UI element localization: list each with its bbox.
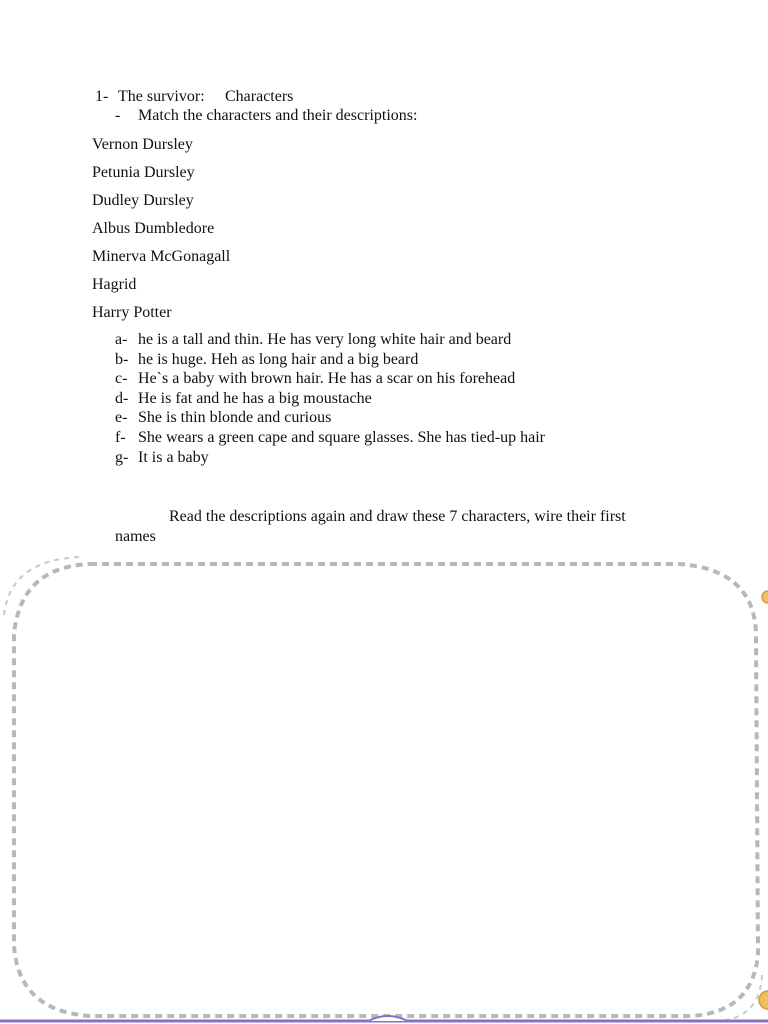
character-item: Petunia Dursley: [92, 164, 195, 181]
section-number: 1-: [95, 88, 109, 105]
description-item: [115, 369, 545, 389]
description-letter: b-: [115, 350, 129, 368]
character-list: [92, 135, 230, 331]
section-title: The survivor:: [118, 88, 205, 105]
description-list: [115, 330, 545, 467]
description-item: [115, 330, 545, 350]
outer-dashed-border: [4, 557, 762, 1021]
match-instruction: Match the characters and their descriptions:: [138, 107, 418, 124]
description-text: She is thin blonde and curious: [138, 409, 332, 427]
dashed-border: [14, 564, 758, 1016]
description-text: He is fat and he has a big moustache: [138, 389, 372, 407]
description-text: It is a baby: [138, 448, 209, 466]
description-letter: e-: [115, 409, 128, 427]
description-text: he is a tall and thin. He has very long white hair and beard: [138, 331, 512, 348]
description-letter: f-: [115, 428, 126, 446]
corner-badge-icon: [759, 991, 768, 1009]
character-item: Dudley Dursley: [92, 192, 194, 209]
drawing-area-frame[interactable]: [0, 555, 768, 1024]
description-item: [115, 350, 545, 370]
description-letter: d-: [115, 389, 129, 407]
description-text: he is huge. Heh as long hair and a big beard: [138, 350, 419, 368]
character-item: Harry Potter: [92, 304, 172, 321]
character-item: Albus Dumbledore: [92, 220, 215, 237]
instruction-marker: -: [115, 107, 121, 124]
character-item: Vernon Dursley: [92, 136, 193, 153]
description-item: [115, 408, 545, 428]
description-text: She wears a green cape and square glasses. She has tied-up hair: [138, 428, 545, 446]
description-letter: a-: [115, 331, 128, 348]
section-subtitle: Characters: [225, 88, 294, 105]
description-item: [115, 389, 545, 409]
description-item: [115, 448, 545, 468]
corner-badge-top-icon: [762, 591, 768, 603]
drawing-instruction-line2: names: [115, 528, 156, 545]
character-item: Hagrid: [92, 276, 137, 293]
drawing-instruction-line1: Read the descriptions again and draw these 7 characters, wire their first: [169, 508, 626, 525]
description-item: [115, 428, 545, 448]
description-letter: g-: [115, 448, 129, 466]
description-letter: c-: [115, 370, 128, 388]
character-item: Minerva McGonagall: [92, 248, 231, 265]
description-text: He`s a baby with brown hair. He has a scar on his forehead: [138, 370, 516, 388]
